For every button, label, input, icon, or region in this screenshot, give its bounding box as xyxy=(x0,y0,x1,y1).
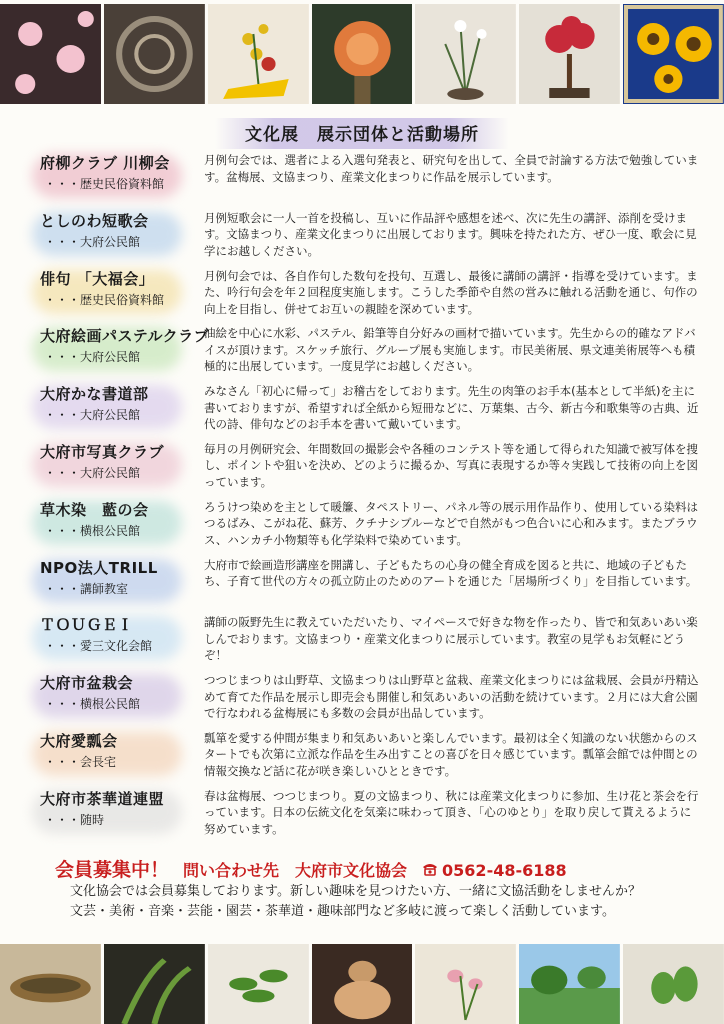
organization-list xyxy=(40,150,700,844)
org-name: 大府かな書道部 xyxy=(40,385,149,404)
org-label xyxy=(40,323,210,381)
org-description: 講師の阪野先生に教えていただいたり、マイペースで好きな物を作ったり、皆で和気あいあい楽しんでおります。文協まつり・産業文化まつりに展示しています。教室の見学もお気軽にどうぞ！ xyxy=(204,615,698,663)
org-label xyxy=(40,786,200,844)
photo-green-plant xyxy=(623,944,724,1024)
org-place: ・・・大府公民館 xyxy=(44,465,141,480)
org-row xyxy=(40,208,700,266)
org-name: NPO法人TRILL xyxy=(40,558,158,577)
org-name: 大府市茶華道連盟 xyxy=(40,789,165,808)
org-place: ・・・横根公民館 xyxy=(44,697,141,712)
org-place: ・・・大府公民館 xyxy=(44,234,141,249)
photo-pink-flowers xyxy=(0,4,101,104)
title-band xyxy=(0,118,724,149)
org-name: 大府市写真クラブ xyxy=(40,442,165,461)
photo-carved-pattern xyxy=(104,4,205,104)
org-name: 大府愛瓢会 xyxy=(40,731,118,750)
org-description: 毎月の月例研究会、年間数回の撮影会や各種のコンテスト等を通して得られた知識で被写体を捜し、ポイントや狙いを決め、どのように撮るか、写真に表現するか等々実践して技術の向上を図っています。 xyxy=(204,441,699,489)
org-description: 月例句会では、各自作句した数句を投句、互選し、最後に講師の講評・指導を受けています。また、吟行句会を年２回程度実施します。こうした季節や自然の営みに触れる活動を通じ、句作の向上を目指し、併せてお互いの親睦を深めています。 xyxy=(204,268,698,316)
recruit-line-1: 文化協会では会員募集しております。新しい趣味を見つけたい方、一緒に文協活動をしませんか？ xyxy=(70,884,641,899)
org-label xyxy=(40,439,200,497)
org-place: ・・・横根公民館 xyxy=(44,523,141,538)
phone-text: 0562-48-6188 xyxy=(442,861,567,880)
org-row xyxy=(40,439,700,497)
org-description: みなさん「初心に帰って」お稽古をしております。先生の肉筆のお手本(基本として半紙)を主に書いておりますが、希望すれば全紙から短冊などに、万葉集、古今、新古今和歌集等の古典、近代の詩、俳句などのお手本を書いて戴いています。 xyxy=(204,384,699,432)
org-place: ・・・歴史民俗資料館 xyxy=(44,292,165,307)
org-description: 月例句会では、選者による入選句発表と、研究句を出して、全員で討論する方法で勉強しています。盆梅展、文協まつり、産業文化まつりに作品を展示しています。 xyxy=(204,153,699,184)
org-place: ・・・大府公民館 xyxy=(44,350,141,365)
org-place: ・・・会長宅 xyxy=(44,754,117,769)
org-place: ・・・大府公民館 xyxy=(44,408,141,423)
recruit-line-2: 文芸・美術・音楽・芸能・園芸・茶華道・趣味部門など多岐に渡って楽しく活動しています。 xyxy=(70,904,615,919)
recruit-banner xyxy=(55,855,695,882)
org-row xyxy=(40,786,700,844)
photo-leaf-bonsai xyxy=(208,944,309,1024)
phone-number[interactable] xyxy=(421,861,567,880)
recruit-description xyxy=(70,882,710,922)
telephone-icon xyxy=(421,861,439,880)
org-label xyxy=(40,266,200,324)
org-row xyxy=(40,323,700,381)
org-name: 府柳クラブ 川柳会 xyxy=(40,154,170,172)
org-name: 俳句 「大福会」 xyxy=(40,269,155,288)
org-description: 月例短歌会に一人一首を投稿し、互いに作品評や感想を述べ、次に先生の講評、添削を受けます。文協まつり、産業文化まつりに出展しております。興味を持たれた方、ぜひ一度、歌会に見学にお越しください。 xyxy=(204,210,697,258)
org-row xyxy=(40,497,700,555)
photo-white-ikebana xyxy=(415,4,516,104)
org-row xyxy=(40,150,700,208)
photo-bonsai xyxy=(519,4,620,104)
org-place: ・・・随時 xyxy=(44,812,105,827)
org-description: 大府市で絵画造形講座を開講し、子どもたちの心身の健全育成を図ると共に、地域の子どもたち、子育て世代の方々の孤立防止のためのアートを通じた「居場所づくり」を目指しています。 xyxy=(204,557,698,589)
org-row xyxy=(40,555,700,613)
org-row xyxy=(40,612,700,670)
org-description: 瓢箪を愛する仲間が集まり和気あいあいと楽しんでいます。最初は全く知識のない状態からのスタートでも次第に立派な作品を生み出すことの喜びを日々感じています。瓢箪会館では仲間との情報交換など話に花が咲き楽しいひとときです。 xyxy=(204,730,698,778)
org-place: ・・・愛三文化会館 xyxy=(44,639,153,654)
bottom-photo-strip xyxy=(0,944,724,1024)
top-photo-strip xyxy=(0,4,724,104)
org-row xyxy=(40,266,700,324)
recruit-headline: 会員募集中！ xyxy=(55,859,170,881)
photo-yellow-ikebana xyxy=(208,4,309,104)
page-title: 文化展 展示団体と活動場所 xyxy=(215,118,509,149)
org-label xyxy=(40,555,200,613)
org-label xyxy=(40,381,200,439)
contact-label: 問い合わせ先 大府市文化協会 xyxy=(183,861,408,880)
photo-gourd-craft xyxy=(312,944,413,1024)
org-place: ・・・歴史民俗資料館 xyxy=(44,177,165,191)
photo-landscape-painting xyxy=(519,944,620,1024)
org-description: 春は盆梅展、つつじまつり。夏の文協まつり、秋には産業文化まつりに参加、生け花と茶会を行っています。日本の伝統文化を気楽に味わって頂き、「心のゆとり」を取り戻して貰えるように努めています。 xyxy=(204,788,699,836)
org-place: ・・・講師教室 xyxy=(44,581,129,596)
org-row xyxy=(40,728,700,786)
photo-green-leaves xyxy=(104,944,205,1024)
org-description: ろうけつ染めを主として暖簾、タペストリー、パネル等の展示用作品作り、使用している染料はつるばみ、こがね花、蘇芳、クチナシブルーなどで自然がもつ色合いに心和みます。またブラウス、ハンカチ小物類等も化学染料で染めています。 xyxy=(204,499,699,547)
org-label xyxy=(40,150,200,208)
photo-sunflower-painting xyxy=(623,4,724,104)
org-name: としのわ短歌会 xyxy=(40,211,149,230)
org-label xyxy=(40,670,200,728)
org-name: 大府絵画パステルクラブ xyxy=(40,327,210,346)
photo-thistle-arrangement xyxy=(312,4,413,104)
org-label xyxy=(40,612,200,670)
org-row xyxy=(40,670,700,728)
org-label xyxy=(40,208,200,266)
org-label xyxy=(40,497,200,555)
org-name: 大府市盆栽会 xyxy=(40,674,134,693)
org-row xyxy=(40,381,700,439)
org-description: つつじまつりは山野草、文協まつりは山野草と盆栽、産業文化まつりには盆栽展、会員が丹精込めて育てた作品を展示し即売会も開催し和気あいあいの活動を続けています。２月には大倉公園で行なわれる盆梅展にも多数の会員が出品しています。 xyxy=(204,673,699,721)
photo-bamboo-basket xyxy=(0,944,101,1024)
org-label xyxy=(40,728,200,786)
org-name: ＴＯＵＧＥＩ xyxy=(40,616,134,635)
org-description: 油絵を中心に水彩、パステル、鉛筆等自分好みの画材で描いています。先生からの的確なアドバイスが頂けます。スケッチ旅行、グループ展も実施します。市民美術展、県文連美術展等へも積極的に出展しています。一度見学にお越しください。 xyxy=(204,326,696,374)
org-name: 草木染 藍の会 xyxy=(40,500,149,519)
photo-flower-arrangement xyxy=(415,944,516,1024)
